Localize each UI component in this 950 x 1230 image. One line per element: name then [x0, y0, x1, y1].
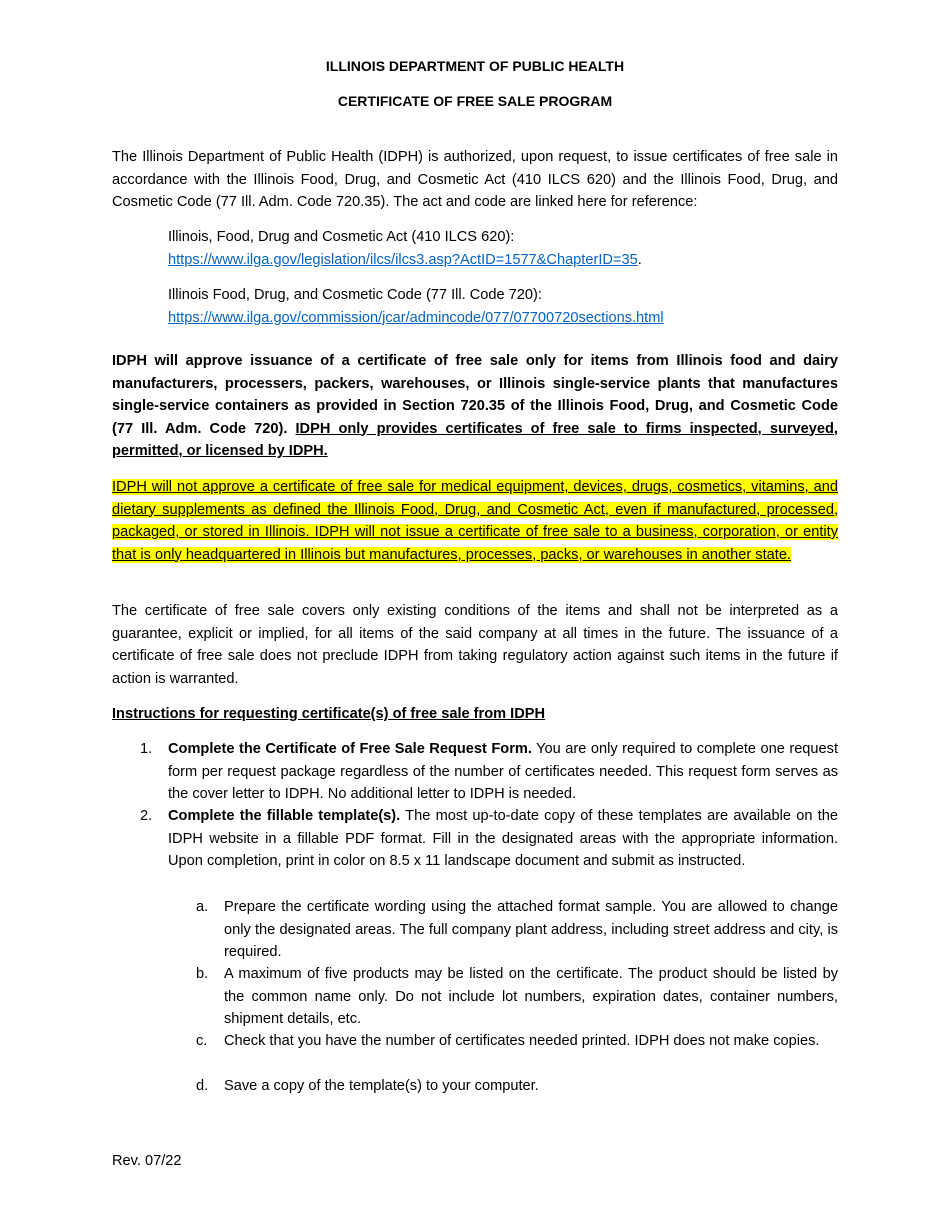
- reference-act-label: Illinois, Food, Drug and Cosmetic Act (410 ILCS 620):: [168, 229, 515, 245]
- step-1-title: Complete the Certificate of Free Sale Request Form.: [168, 741, 532, 757]
- step-2-text: The most up-to-date copy of these templates are available on the IDPH website in a fillable PDF format. Fill in the designated areas with the appropriate information. Upon completion, print in color on 8.5 x 11 landscape document and submit as instructed.: [168, 808, 838, 869]
- substep-d-letter: d.: [196, 1078, 209, 1094]
- substep-b-letter: b.: [196, 966, 209, 982]
- reference-act: [168, 226, 838, 271]
- step-1-text: You are only required to complete one request form per request package regardless of the number of certificates needed. This request form serves as the cover letter to IDPH. No additional letter to IDPH is needed.: [168, 741, 839, 802]
- substep-d-text: Save a copy of the template(s) to your computer.: [224, 1078, 539, 1094]
- substep-a-letter: a.: [196, 899, 209, 915]
- instructions-heading: Instructions for requesting certificate(s) of free sale from IDPH: [112, 706, 546, 722]
- highlighted-notice-text: IDPH will not approve a certificate of free sale for medical equipment, devices, drugs, cosmetics, vitamins, and dietary supplements as defined the Illinois Food, Drug, and Cosmetic Act, even if manufactured, processed, packaged, or stored in Illinois. IDPH will not issue a certificate of free sale to a business, corporation, or entity that is only headquartered in Illinois but manufactures, processes, packs, or warehouses in another state.: [112, 479, 838, 563]
- step-1-number: 1.: [140, 741, 153, 757]
- approval-text: IDPH will approve issuance of a certificate of free sale only for items from Illinois food and dairy manufacturers, processers, packers, warehouses, or Illinois single-service plants that manufactures single-service containers as provided in Section 720.35 of the Illinois Food, Drug, and Cosmetic Code (77 Ill. Adm. Code 720).: [112, 353, 838, 437]
- substep-a-text: Prepare the certificate wording using the attached format sample. You are allowed to change only the designated areas. The full company plant address, including street address and city, is required.: [224, 899, 838, 960]
- approval-underlined-text: IDPH only provides certificates of free sale to firms inspected, surveyed, permitted, or licensed by IDPH.: [112, 420, 838, 459]
- highlighted-notice-paragraph: [112, 476, 838, 566]
- intro-paragraph: The Illinois Department of Public Health (IDPH) is authorized, upon request, to issue certificates of free sale in accordance with the Illinois Food, Drug, and Cosmetic Act (410 ILCS 620) and the Illinois Food, Drug, and Cosmetic Code (77 Ill. Adm. Code 720.35). The act and code are linked here for reference:: [112, 149, 838, 210]
- step-2-body: [168, 805, 838, 873]
- approval-paragraph: [112, 350, 838, 463]
- program-title: CERTIFICATE OF FREE SALE PROGRAM: [337, 93, 613, 109]
- step-1-body: [168, 738, 838, 806]
- substep-c-text: Check that you have the number of certificates needed printed. IDPH does not make copies.: [224, 1033, 820, 1049]
- agency-title: ILLINOIS DEPARTMENT OF PUBLIC HEALTH: [325, 58, 625, 74]
- substep-c-letter: c.: [196, 1033, 208, 1049]
- reference-code-label: Illinois Food, Drug, and Cosmetic Code (77 Ill. Code 720):: [168, 287, 542, 303]
- step-2-number: 2.: [140, 808, 153, 824]
- step-2-title: Complete the fillable template(s).: [168, 808, 401, 824]
- reference-act-trailing: .: [637, 251, 642, 268]
- reference-code-link[interactable]: https://www.ilga.gov/commission/jcar/admincode/077/07700720sections.html: [168, 309, 664, 326]
- coverage-paragraph: The certificate of free sale covers only existing conditions of the items and shall not be interpreted as a guarantee, explicit or implied, for all items of the said company at all times in the future. The issuance of a certificate of free sale does not preclude IDPH from taking regulatory action against such items in the future if action is warranted.: [112, 603, 838, 687]
- reference-code: [168, 284, 838, 329]
- revision-footer: Rev. 07/22: [112, 1153, 182, 1169]
- substep-b-text: A maximum of five products may be listed on the certificate. The product should be listed by the common name only. Do not include lot numbers, expiration dates, container numbers, shipment details, etc.: [224, 966, 838, 1027]
- reference-act-link[interactable]: https://www.ilga.gov/legislation/ilcs/ilcs3.asp?ActID=1577&ChapterID=35: [168, 251, 638, 268]
